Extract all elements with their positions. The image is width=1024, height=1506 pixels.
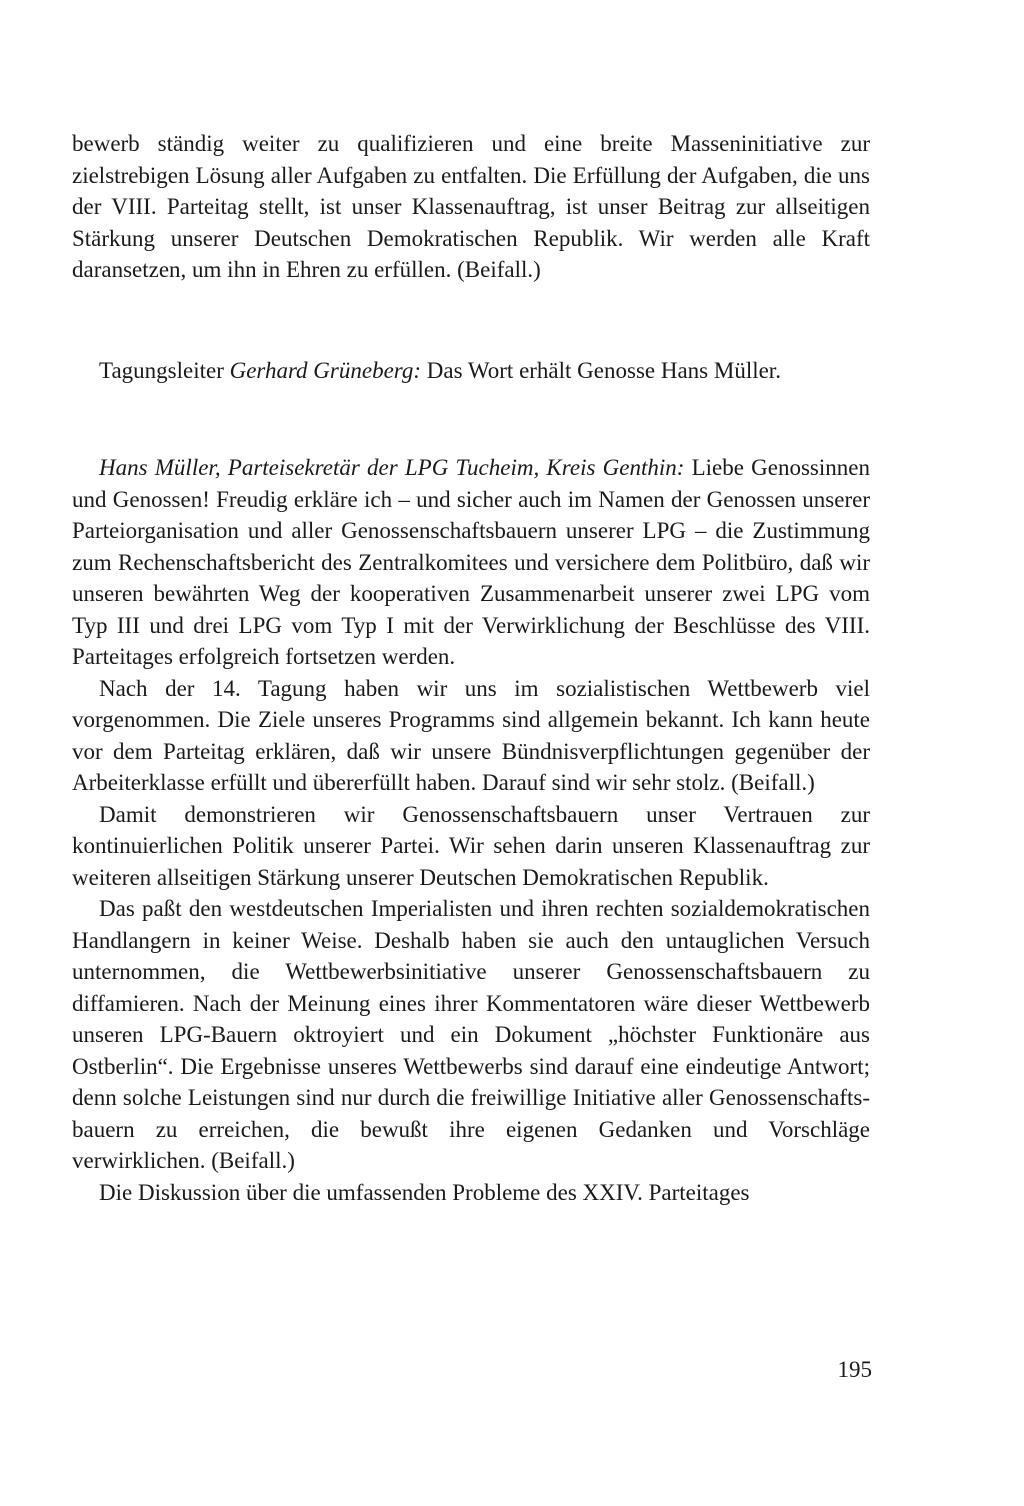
speech-opening-paragraph [72, 452, 870, 673]
speaker-name: Hans Müller, Parteisekretär der LPG Tucheim, Kreis Genthin: [99, 455, 685, 480]
moderator-role: Tagungsleiter [99, 358, 230, 383]
speech-paragraph: Nach der 14. Tagung haben wir uns im sozialistischen Wettbewerb viel vorgenommen. Die Ziele unseres Programms sind allgemein bekannt. Ich kann heute vor dem Parteitag erklären, daß wir unsere Bündnisverpflichtungen gegenüber der Arbeiterklasse erfüllt und übererfüllt haben. Darauf sind wir sehr stolz. (Beifall.) [72, 675, 870, 795]
moderator-text: Das Wort erhält Genosse Hans Müller. [421, 358, 781, 383]
speech-paragraph: Die Diskussion über die umfassenden Probleme des XXIV. Parteitages [99, 1179, 750, 1205]
intro-paragraph: bewerb ständig weiter zu qualifizieren und eine breite Masseninitiative zur zielstrebigen Lösung aller Aufgaben zu entfalten. Die Erfüllung der Aufgaben, die uns der VIII. Parteitag stellt, ist unser Klassenauftrag, ist unser Beitrag zur allseitigen Stärkung unserer Deutschen Demokratischen Republik. Wir werden alle Kraft daransetzen, um ihn in Ehren zu erfüllen. (Beifall.) [72, 131, 870, 282]
page-number: 195 [837, 1357, 872, 1382]
speech-paragraph: Damit demonstrieren wir Genossenschaftsbauern unser Vertrauen zur kontinuierlichen Politik unserer Partei. Wir sehen darin unseren Klassenauftrag zur weiteren allseitigen Stärkung unserer Deutschen Demokratischen Republik. [72, 801, 870, 890]
moderator-block [72, 355, 870, 387]
speech-block [72, 452, 870, 1208]
speech-opening-text: Liebe Genossinnen und Genossen! Freudig erkläre ich – und sicher auch im Namen der Genossen unserer Parteiorganisation und aller Genossenschaftsbauern unserer LPG – die Zustimmung zum Rechenschaftsbericht des Zentralkomitees und versichere dem Politbüro, daß wir unseren bewährten Weg der kooperativen Zusammenarbeit unserer zwei LPG vom Typ III und drei LPG vom Typ I mit der Verwirklichung der Beschlüsse des VIII. Parteitages erfolgreich fortsetzen werden. [72, 455, 870, 669]
moderator-name: Gerhard Grüneberg: [229, 358, 422, 383]
intro-block [72, 128, 870, 286]
moderator-paragraph [72, 355, 870, 387]
speech-paragraph: Das paßt den westdeutschen Imperialisten und ihren rechten sozialdemokratischen Handlangern in keiner Weise. Deshalb haben sie auch den untauglichen Versuch unternommen, die Wettbewerbsinitiative unserer Genossenschaftsbauern zu diffamieren. Nach der Meinung eines ihrer Kommentatoren wäre dieser Wettbewerb unseren LPG-Bauern oktroyiert und ein Dokument „höchster Funktionäre aus Ostberlin“. Die Ergebnisse unseres Wettbewerbs sind darauf eine eindeutige Antwort; denn solche Leistungen sind nur durch die freiwillige Initiative aller Genossenschaftsbauern zu erreichen, die bewußt ihre eigenen Gedanken und Vorschläge verwirklichen. (Beifall.) [72, 896, 870, 1173]
